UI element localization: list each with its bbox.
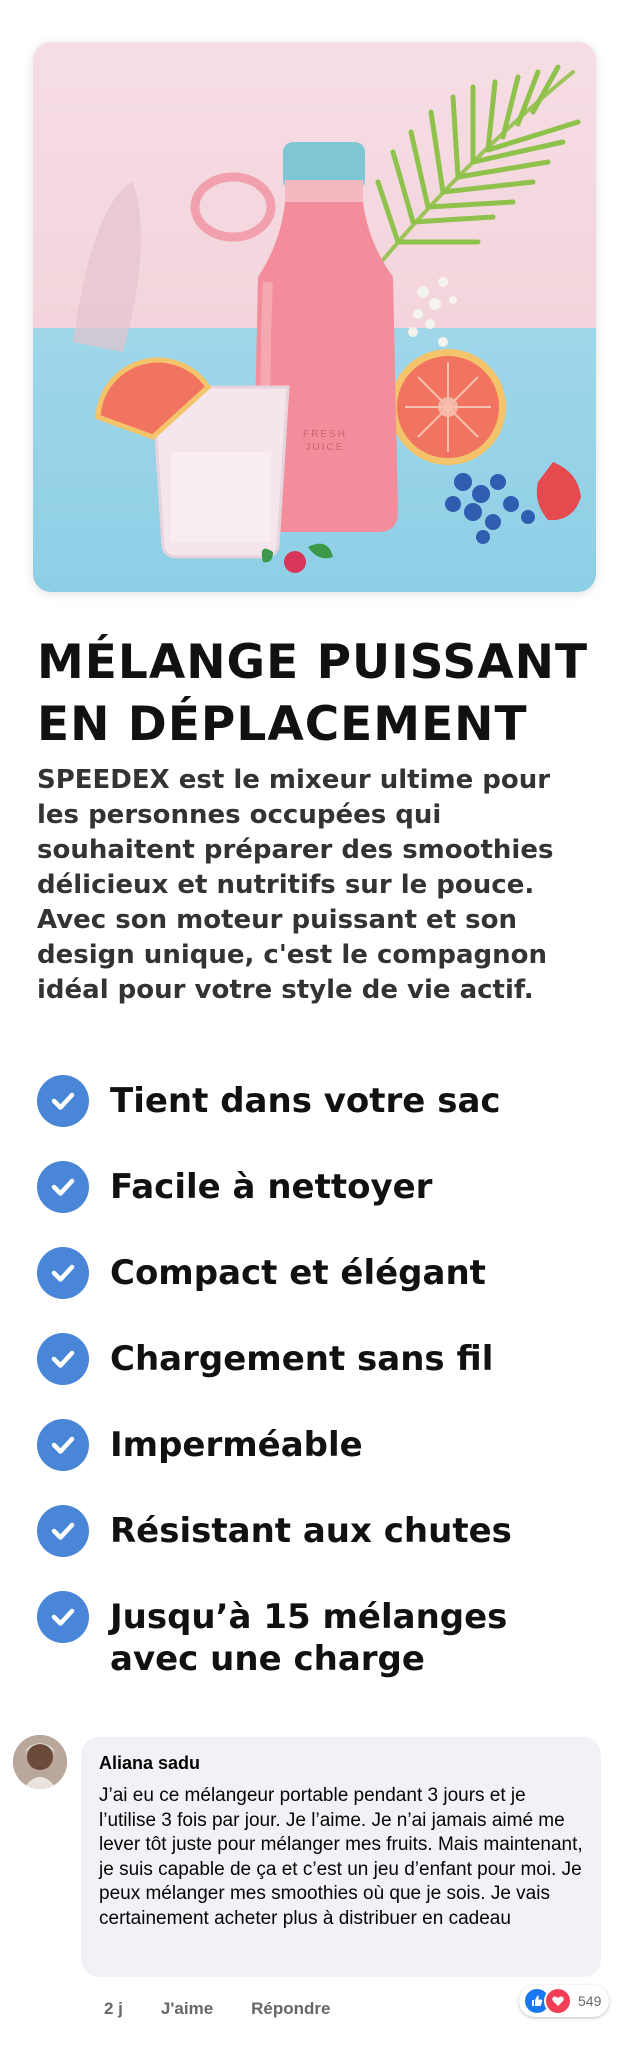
- feature-item: [37, 1333, 597, 1385]
- avatar[interactable]: [13, 1735, 67, 1789]
- feature-label: Facile à nettoyer: [110, 1167, 433, 1207]
- reaction-count: 549: [578, 1993, 602, 2009]
- hero-illustration: [33, 42, 596, 592]
- strawberry: [537, 462, 581, 520]
- blueberries: [445, 473, 535, 544]
- feature-label: Résistant aux chutes: [110, 1511, 512, 1551]
- comment-actions: [104, 1999, 369, 2019]
- grapefruit: [390, 349, 506, 465]
- feature-item: [37, 1591, 597, 1680]
- feature-label: Tient dans votre sac: [110, 1081, 501, 1121]
- check-circle-icon: [37, 1161, 89, 1213]
- feature-list: [37, 1075, 597, 1714]
- svg-text:FRESH: FRESH: [303, 429, 347, 440]
- glass: [98, 360, 288, 557]
- feature-item: [37, 1419, 597, 1471]
- check-circle-icon: [37, 1591, 89, 1643]
- comment-timestamp[interactable]: 2 j: [104, 1999, 123, 2018]
- reaction-summary[interactable]: [519, 1985, 609, 2017]
- feature-item: [37, 1161, 597, 1213]
- svg-text:JUICE: JUICE: [305, 442, 345, 453]
- feature-item: [37, 1505, 597, 1557]
- comment-bubble: [81, 1737, 601, 1977]
- feature-item: [37, 1247, 597, 1299]
- palm-leaf: [373, 67, 578, 272]
- feature-label: Jusqu’à 15 mélanges avec une charge: [110, 1597, 508, 1679]
- check-circle-icon: [37, 1247, 89, 1299]
- section-heading: MÉLANGE PUISSANT EN DÉPLACEMENT: [37, 635, 589, 752]
- check-circle-icon: [37, 1075, 89, 1127]
- check-circle-icon: [37, 1419, 89, 1471]
- feature-label: Chargement sans fil: [110, 1339, 494, 1379]
- love-reaction-icon: [544, 1987, 572, 2015]
- feature-label: Imperméable: [110, 1425, 363, 1465]
- product-hero-image: [33, 42, 596, 592]
- product-description: SPEEDEX est le mixeur ultime pour les personnes occupées qui souhaitent préparer des smoothies délicieux et nutritifs sur le pouce. Avec son moteur puissant et son design unique, c'est le compagnon idéal pour votre style de vie actif.: [37, 765, 554, 1005]
- comment-author[interactable]: Aliana sadu: [99, 1753, 201, 1773]
- reply-link[interactable]: Répondre: [251, 1999, 331, 2018]
- comment-text: J’ai eu ce mélangeur portable pendant 3 jours et je l’utilise 3 fois par jour. Je l’aime. Je n’ai jamais aimé me lever tôt juste pour mélanger mes fruits. Mais maintenant, je suis capable de ça et c’est un jeu d’enfant pour moi. Je peux mélanger mes smoothies où que je sois. Je vais certainement acheter plus à distribuer en cadeau: [99, 1785, 583, 1929]
- check-circle-icon: [37, 1333, 89, 1385]
- feature-item: [37, 1075, 597, 1127]
- check-circle-icon: [37, 1505, 89, 1557]
- like-link[interactable]: J'aime: [160, 1999, 214, 2018]
- feature-label: Compact et élégant: [110, 1253, 486, 1293]
- white-flowers: [408, 277, 457, 347]
